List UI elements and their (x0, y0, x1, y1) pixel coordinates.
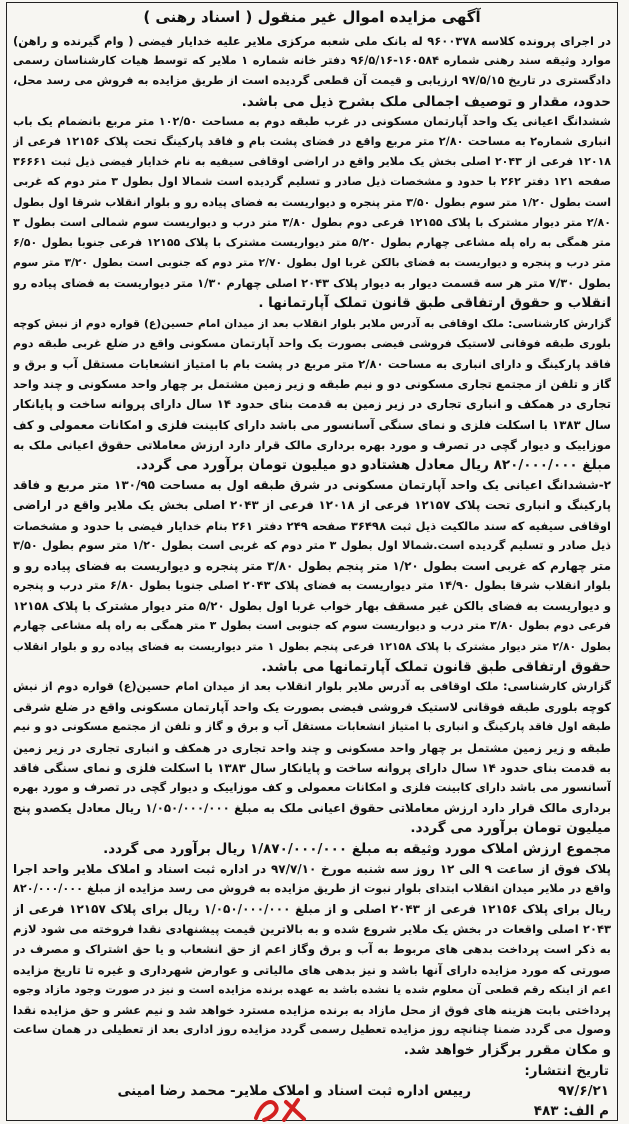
text-line: صورتی که مورد مزایده دارای آنها باشد و نیز بدهی های مالیاتی و عوارض شهرداری و غیره تا تاریخ مزایده (13, 962, 611, 977)
text-line: آسانسور می باشد دارای کابینت فلزی و امکانات معمولی و کف موزاییک و دیوار گچی در تصرف و مورد بهره (13, 780, 611, 794)
text-line: کوچه بلوری طبقه فوقانی لاستیک فروشی فیضی بصورت یک واحد آپارتمان مسکونی واقع در ضلع شرقی (13, 700, 611, 715)
text-line: گاز و تلفن از مجتمع تجاری مسکونی دو و نیم طبقه و زیر زمین مشتمل بر چهار واحد مسکونی و چند واحد (13, 377, 611, 392)
text-line: به ذکر است پرداخت بدهی های مربوط به آب و برق وگاز اعم از حق انشعاب و یا حق اشتراک و مصرف در (13, 942, 611, 957)
text-line: ۲/۸۰ متر دیوار مشترک با پلاک ۱۲۱۵۵ فرعی دوم بطول ۳/۸۰ متر درب و دیواریست سوم شمالی است بطول ۳ (13, 215, 611, 229)
text-line: طبقه اول فاقد پارکینگ و انباری با امتیاز انشعابات مستقل آب و برق و گاز و تلفن از مجتمع مسکونی دو و نیم (13, 720, 611, 734)
text-line: طبقه و زیر زمین مشتمل بر چهار واحد مسکونی و چند واحد تجاری در همکف و انباری تجاری در زیر زمین (13, 740, 611, 755)
text-line: ۲-ششدانگ اعیانی یک واحد آپارتمان مسکونی در شرق طبقه اول به مساحت ۱۳۰/۹۵ متر مربع و فاقد (13, 478, 611, 493)
text-line: ۲۰۴۳ اصلی واقعات در بخش یک ملایر شروع شده و به بالاترین قیمت پیشنهادی نقدا فروخته می شود لازم (13, 922, 611, 937)
text-line: اوقافی سیفیه که سند مالکیت ذیل ثبت ۳۶۴۹۸ صفحه ۲۴۹ دفتر ۲۶۱ بنام خدایار فیضی با حدود و مشخصات (13, 518, 611, 533)
text-line: ۱۲۰۱۸ فرعی از ۲۰۴۳ اصلی بخش یک ملایر واقع در اراضی اوقافی سیفیه به نام خدایار فیضی ذیل ثبت ۳۶۶۶۱ (13, 155, 611, 169)
text-line: مبلغ ۸۲۰/۰۰۰/۰۰۰ ریال معادل هشتادو دو میلیون تومان برآورد می گردد. (135, 456, 611, 473)
text-line: انقلاب و حقوق ارتفاقی طبق قانون تملک آپارتمانها . (258, 295, 611, 312)
text-line: ریال برای پلاک ۱۲۱۵۶ فرعی از ۲۰۴۳ اصلی و از مبلغ ۱/۰۵۰/۰۰۰/۰۰۰ ریال برای پلاک ۱۲۱۵۷ فرعی از (13, 902, 611, 917)
text-line: صفحه ۱۲۱ دفتر ۲۶۲ با حدود و مشخصات ذیل صادر و تسلیم گردیده است شمالا اول بطول ۳ متر دوم که غربی (13, 175, 611, 189)
reference-number: م الف: ۴۸۳ (533, 1102, 609, 1119)
text-line: موزاییک و دیوار گچی در تصرف و مورد بهره برداری مالک قرار دارد ارزش معاملاتی حقوق اعیانی ملک به (13, 437, 611, 452)
text-line: در اجرای پرونده کلاسه ۹۶۰۰۳۷۸ له بانک ملی شعبه مرکزی ملایر علیه خدایار فیضی ( وام گیرنده و راهن) (13, 34, 611, 48)
publish-date-value: ۹۷/۶/۲۱ (557, 1082, 609, 1099)
notice-frame (6, 2, 618, 1121)
text-line: به قدمت بنای حدود ۱۴ سال دارای پروانه ساخت و پایانکار سال ۱۳۸۳ با اسکلت فلزی و نمای سنگی فاقد (13, 760, 611, 775)
text-line: فاقد پارکینگ و دارای انباری به مساحت ۲/۸۰ متر مربع در پشت بام با امتیاز انشعابات مستقل آب و برق و (13, 357, 611, 371)
text-line: و دیواریست به فضای بالکن غیر مسقف بهار خواب غربا اول بطول ۵/۲۰ متر دیوار مشترک با پلاک ۱۲۱۵۸ (13, 599, 611, 614)
text-line: حقوق ارتفاقی طبق قانون تملک آپارتمانها می باشد. (261, 658, 611, 675)
text-line: بلوری طبقه فوقانی لاستیک فروشی فیضی بصورت یک واحد آپارتمان مسکونی واقع در ضلع غربی طبقه دوم (13, 336, 611, 350)
handwritten-mark-icon (250, 1092, 320, 1122)
text-line: انباری شماره۲ به مساحت ۲/۸۰ متر مربع واقع در فضای پشت بام و فاقد پارکینگ تحت پلاک ۱۲۱۵۶ فرعی از (13, 134, 611, 148)
publish-date-row (13, 1061, 611, 1081)
text-line: گزارش کارشناسی: ملک اوقافی به آدرس ملایر بلوار انقلاب بعد از میدان امام حسین(ع) قواره دوم از نبش کوچه (13, 316, 611, 330)
text-line: دادگستری در تاریخ ۹۷/۵/۱۵ ارزیابی و قیمت آن قطعی گردیده است از طریق مزایده به فروش می رسد محل، (13, 74, 611, 88)
text-line: بطول ۷/۳۰ متر هر سه قسمت دیوار به دیوار پلاک ۲۰۴۳ اصلی چهارم ۱/۳۰ متر دیواریست به فضای پیاده رو (13, 276, 611, 291)
text-line: اعم از اینکه رقم قطعی آن معلوم شده یا نشده باشد به عهده برنده مزایده است و نیز در صورت وجود مازاد وجوه (13, 982, 611, 996)
text-line: و مکان مقرر برگزار خواهد شد. (403, 1042, 611, 1059)
text-line: است بطول ۱/۲۰ متر سوم بطول ۳/۵۰ متر پنجره و دیواریست به فضای پیاده رو و بلوار انقلاب شرقا اول بطول (13, 195, 611, 209)
text-line: برداری مالک قرار دارد ارزش معاملاتی حقوق اعیانی ملک به مبلغ ۱/۰۵۰/۰۰۰/۰۰۰ ریال معادل یکصدو پنج (13, 801, 611, 816)
text-line: پارکینگ و انباری تحت پلاک ۱۲۱۵۷ فرعی از ۱۲۰۱۸ فرعی از ۲۰۴۳ اصلی بخش یک ملایر واقع در اراضی (13, 498, 611, 513)
text-line: حدود، مقدار و توصیف اجمالی ملک بشرح ذیل می باشد. (241, 93, 611, 110)
text-line: بطول ۲/۸۰ متر دیوار مشترک با پلاک ۱۲۱۵۸ فرعی پنجم بطول ۱ متر دیواریست به فضای پیاده رو و بلوار انقلاب (13, 639, 611, 653)
text-line: سال ۱۳۸۳ با اسکلت فلزی و نمای سنگی آسانسور می باشد دارای کابینت فلزی و امکانات معمولی و کف (13, 417, 611, 432)
text-line: متر چهارم که غربی است بطول ۱/۲۰ متر پنجم بطول ۳/۸۰ متر پنجره و دیواریست به فضای پیاده رو و (13, 558, 611, 573)
text-line: ذیل صادر و تسلیم گردیده است.شمالا اول بطول ۳ متر دوم که غربی است بطول ۱/۲۰ متر سوم بطول ۳/۵۰ (13, 538, 611, 552)
text-line: میلیون تومان برآورد می گردد. (410, 820, 611, 837)
text-line: مجموع ارزش املاک مورد وثیقه به مبلغ ۱/۸۷۰/۰۰۰/۰۰۰ ریال برآورد می گردد. (103, 840, 611, 857)
signer-name: رییس اداره ثبت اسناد و املاک ملایر- محمد رضا امینی (117, 1082, 471, 1099)
text-line: پلاک فوق از ساعت ۹ الی ۱۲ روز سه شنبه مورخ ۹۷/۷/۱۰ در اداره ثبت اسناد و املاک ملایر واحد اجرا (13, 861, 611, 876)
text-line: گزارش کارشناسی: ملک اوقافی به آدرس ملایر بلوار انقلاب بعد از میدان امام حسین(ع) قواره دوم از نبش (13, 680, 611, 693)
notice-title: آگهی مزایده اموال غیر منقول ( اسناد رهنی ) (143, 8, 481, 26)
publish-date-label: تاریخ انتشار: (524, 1062, 609, 1079)
text-line: تجاری در همکف و انباری تجاری در زیر زمین به قدمت بنای حدود ۱۴ سال دارای پروانه ساخت و پایانکار (13, 397, 611, 412)
text-line: پرداختی بابت هزینه های فوق از محل مازاد به برنده مزایده مسترد خواهد شد و نیم عشر و حق مزایده نقدا (13, 1003, 611, 1017)
text-line: موارد وثیقه سند رهنی شماره ۱۶۰۵۸۴-۹۶/۵/۱۶ دفتر خانه شماره ۱ ملایر که توسط هیات کارشناسان رسمی (13, 54, 611, 68)
text-line: بلوار انقلاب شرقا بطول ۱۴/۹۰ متر دیواریست به فضای پلاک ۲۰۴۳ اصلی جنوبا بطول ۶/۸۰ متر درب و پنجره (13, 579, 611, 593)
text-line: فرعی دوم بطول ۳/۸۰ متر درب و دیواریست سوم که جنوبی است بطول ۳ متر همگی به راه پله مشاعی چهارم (13, 619, 611, 633)
text-line: متر درب و پنجره و دیواریست به فضای بالکن غربا اول بطول ۲/۷۰ متر دوم که جنوبی است بطول ۳/۲۰ متر سوم (13, 256, 611, 270)
text-line: ششدانگ اعیانی یک واحد آپارتمان مسکونی در غرب طبقه دوم به مساحت ۱۰۲/۵۰ متر مربع بانضمام یک باب (13, 114, 611, 128)
text-line: وصول می گردد ضمنا چنانچه روز مزایده تعطیل رسمی گردد مزایده روز اداری بعد از تعطیلی در همان ساعت (13, 1023, 611, 1037)
text-line: واقع در ملایر میدان انقلاب ابتدای بلوار نبوت از طریق مزایده به فروش می رسد مزایده از مبلغ ۸۲۰/۰۰۰/۰۰۰ (13, 881, 611, 895)
text-line: متر همگی به راه پله مشاعی چهارم بطول ۵/۲۰ متر دیواریست مشترک با پلاک ۱۲۱۵۵ فرعی جنوبا بطول ۶/۵۰ (13, 235, 611, 249)
